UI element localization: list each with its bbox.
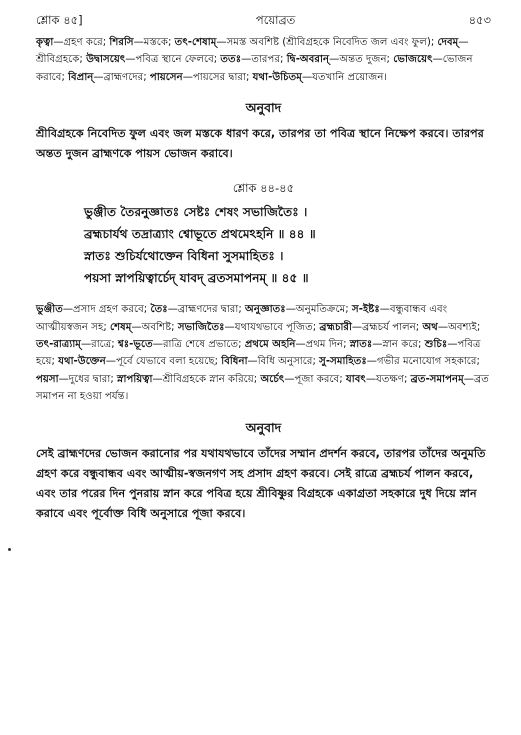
synonym-meaning: —ব্রত সমাপন না হওয়া পর্যন্ত।: [36, 373, 489, 403]
synonym-meaning: —প্রথম দিন;: [295, 339, 350, 351]
chapter-title: পয়োব্রত: [255, 13, 296, 27]
synonym-word: তৈঃ: [150, 304, 168, 316]
synonym-word: তৎ-রাত্র্যাম্: [36, 339, 81, 351]
synonym-meaning: —স্নান করে;: [372, 339, 425, 351]
synonym-meaning: —সমস্ত অবশিষ্ট (শ্রীবিগ্রহকে নিবেদিত জল এবং ফুল);: [216, 37, 438, 48]
synonym-meaning: —অবশিষ্ট;: [131, 321, 178, 333]
synonym-word: ব্রত-সমাপনম্: [410, 373, 464, 385]
verse-line: স্নাতঃ শুচির্যথোক্তেন বিধিনা সুসমাহিতঃ ।: [84, 249, 284, 264]
synonym-meaning: —ব্রহ্মচর্য পালন;: [351, 321, 423, 333]
synonym-meaning: —পায়সের দ্বারা;: [182, 71, 253, 83]
synonym-word: ততঃ: [220, 54, 242, 66]
synonyms-paragraph-top: [36, 34, 491, 86]
synonym-word: ভুঞ্জীত: [36, 304, 63, 316]
translation-heading-2: অনুবাদ: [245, 419, 282, 435]
synonym-meaning: —পবিত্র হয়ে;: [36, 339, 481, 368]
synonym-word: স্নাপয়িত্বা: [117, 373, 153, 385]
page-number: ৪৫৩: [468, 13, 491, 27]
synonym-meaning: —তারপর;: [241, 54, 287, 66]
synonym-meaning: —রাত্রি শেষে প্রভাতে;: [152, 339, 245, 351]
synonym-word: বিধিনা: [221, 356, 248, 368]
synonyms-paragraph-bottom: [36, 301, 491, 405]
synonym-word: উদ্বাসয়েৎ: [86, 54, 126, 66]
synonym-meaning: —দুধের দ্বারা;: [58, 373, 118, 385]
synonym-word: শিরসি: [109, 37, 134, 48]
synonym-meaning: —অন্তত দুজন;: [329, 54, 394, 66]
translation-paragraph-2: সেই ব্রাহ্মণদের ভোজন করানোর পর যথাযথভাবে তাঁদের সম্মান প্রদর্শন করবে, তারপর তাঁদের অনুমতি গ্রহণ করে বন্ধুবান্ধব এবং আত্মীয়-স্বজনগণ সহ প্রসাদ গ্রহণ করবে। সেই রাত্রে ব্রহ্মচর্য পালন করবে, এবং তার পরের দিন পুনরায় স্নান করে পবিত্র হয়ে শ্রীবিষ্ণুর বিগ্রহকে একাগ্রতা সহকারে দুধ দিয়ে স্নান করাবে এবং পূর্বোক্ত বিধি অনুসারে পূজা করবে।: [36, 446, 486, 520]
synonym-meaning: —প্রসাদ গ্রহণ করবে;: [62, 304, 151, 316]
synonym-meaning: —ব্রাহ্মণদের দ্বারা;: [167, 304, 246, 316]
synonym-word: পয়সা: [36, 373, 59, 385]
synonym-word: যথা-উচিতম্: [252, 71, 302, 83]
synonym-word: দ্বি-অবরান্: [286, 54, 330, 66]
synonym-word: তৎ-শেষাম্: [174, 37, 217, 48]
page-header: [36, 12, 491, 30]
synonym-meaning: —অনুমতিক্রমে;: [285, 304, 352, 316]
translation-heading-1: অনুবাদ: [245, 100, 282, 116]
verse-line: ভুঞ্জীত তৈরনুজ্ঞাতঃ সেষ্টঃ শেষং সভাজিতৈঃ ।: [84, 205, 308, 220]
synonym-word: সু-সমাহিতঃ: [319, 356, 367, 368]
synonym-meaning: —যতক্ষণ;: [365, 373, 411, 385]
verse-reference: শ্লোক ৪৫]: [36, 13, 83, 27]
synonym-word: শুচিঃ: [424, 339, 448, 351]
synonym-word: দেবম্: [437, 37, 459, 48]
synonym-meaning: —বন্ধুবান্ধব এবং আত্মীয়স্বজন সহ;: [36, 304, 448, 333]
verse-heading: শ্লোক ৪৪-৪৫: [232, 181, 295, 196]
synonym-word: অনুজ্ঞাতঃ: [245, 304, 286, 316]
synonym-word: যাবৎ: [345, 373, 366, 385]
synonym-word: স-ইষ্টঃ: [351, 304, 380, 316]
synonym-word: স্নাতঃ: [349, 339, 373, 351]
synonym-meaning: —শ্রীবিগ্রহকে স্নান করিয়ে;: [152, 373, 261, 385]
synonym-word: ব্রহ্মচারী: [319, 321, 352, 333]
synonym-word: ভোজয়েৎ: [393, 54, 433, 66]
synonym-word: পায়সেন: [149, 71, 183, 83]
synonym-word: শ্বঃ-ভূতে: [117, 339, 153, 351]
synonym-meaning: —পবিত্র স্থানে ফেলবে;: [125, 54, 221, 66]
synonym-meaning: —গভীর মনোযোগ সহকারে;: [366, 356, 480, 368]
synonym-meaning: —মস্তকে;: [133, 37, 175, 48]
synonym-word: কৃত্বা: [36, 37, 54, 48]
synonym-meaning: —শ্রীবিগ্রহকে;: [36, 37, 469, 66]
synonym-word: অথ: [422, 321, 438, 333]
synonym-meaning: —বিধি অনুসারে;: [247, 356, 320, 368]
synonym-meaning: —ব্রাহ্মণদের;: [93, 71, 150, 83]
synonym-word: সভাজিতৈঃ: [177, 321, 225, 333]
synonym-meaning: —পূর্বে যেভাবে বলা হয়েছে;: [105, 356, 222, 368]
margin-dot: [8, 548, 11, 551]
synonym-meaning: —পূজা করবে;: [284, 373, 346, 385]
sanskrit-verse: [36, 201, 491, 289]
synonym-word: অর্চেৎ: [260, 373, 285, 385]
synonym-word: যথা-উক্তেন: [58, 356, 106, 368]
verse-line: পয়সা স্নাপয়িত্বার্চেদ্ যাবদ্ ব্রতসমাপনম্ ॥ ৪৫ ॥: [84, 271, 309, 286]
synonym-meaning: —অবশ্যই;: [437, 321, 481, 333]
translation-paragraph-1: শ্রীবিগ্রহকে নিবেদিত ফুল এবং জল মস্তকে ধারণ করে, তারপর তা পবিত্র স্থানে নিক্ষেপ করবে। তারপর অন্তত দুজন ব্রাহ্মণকে পায়স ভোজন করাবে।: [36, 127, 484, 161]
synonym-word: শেষম্: [110, 321, 132, 333]
synonym-meaning: —গ্রহণ করে;: [53, 37, 110, 48]
synonym-word: বিপ্রান্: [68, 71, 94, 83]
synonym-word: প্রথমে অহনি: [244, 339, 296, 351]
synonym-meaning: —যথাযথভাবে পূজিত;: [224, 321, 320, 333]
synonym-meaning: —যতখানি প্রয়োজন।: [301, 71, 388, 83]
verse-line: ব্রহ্মচার্যথ তদ্রাত্র্যাং শ্বোভূতে প্রথমেঽহনি ॥ ৪৪ ॥: [84, 227, 316, 242]
synonym-meaning: —রাত্রে;: [80, 339, 118, 351]
synonym-meaning: —ভোজন করাবে;: [36, 54, 473, 83]
